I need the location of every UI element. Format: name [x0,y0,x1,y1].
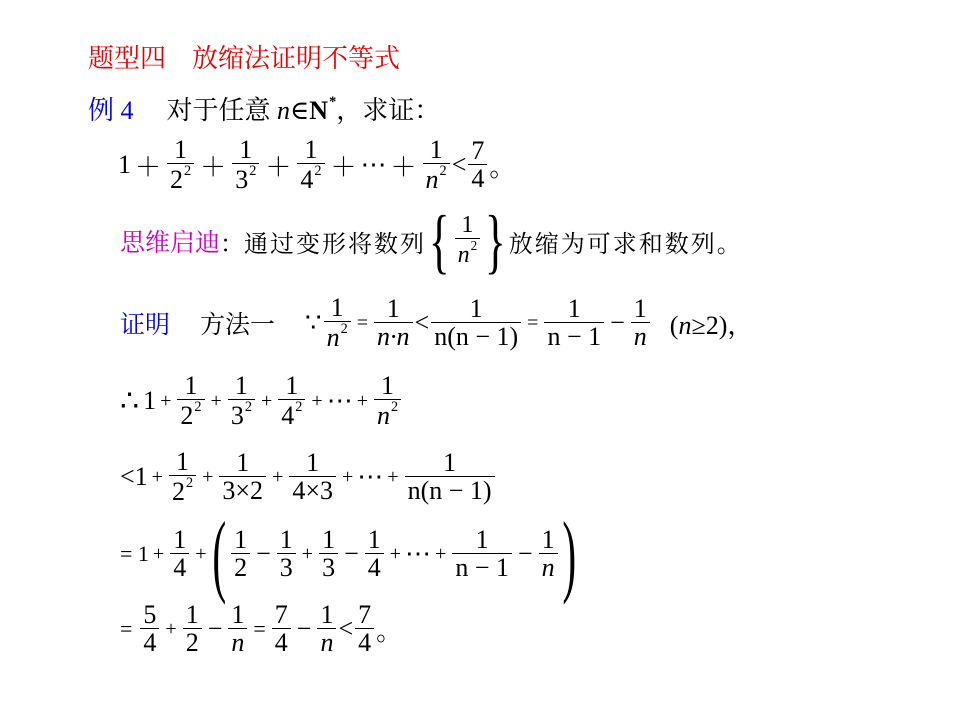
set-N: N [309,96,329,125]
left-brace: { [428,201,450,281]
frac-1-n-d: $\frac{1}{n}$ [317,601,336,658]
hint-label: 思维启迪 [120,229,221,257]
fraction-1-over-4sq: 1 $4^2$ [297,136,324,195]
frac-1-4: $\frac{1}{4}$ [170,526,189,583]
frac-1-2sq: $\frac{1}{2^2}$ [177,372,204,431]
frac-1-2sq-c: $\frac{1}{2^2}$ [169,448,196,507]
inequality-statement [118,132,515,198]
frac-1-n-b: $\frac{1}{n}$ [539,526,558,583]
therefore-symbol: ∴ [120,384,140,418]
plus-sign: ＋ [265,152,292,182]
frac-1-nm1: $\frac{1}{n - 1}$ [544,295,604,352]
hint-text-before: 通过变形将数列 [244,231,427,258]
set-star: * [329,94,337,111]
frac-1-4-b: $\frac{1}{4}$ [365,526,384,583]
example-label: 例 4 [88,96,134,125]
condition: (n≥2)， [669,310,754,340]
fraction-1-over-nsq: 1 $n^2$ [423,136,450,195]
frac-7-4: $\frac{7}{4}$ [272,601,291,658]
fraction-1-over-3sq: 1 $3^2$ [232,136,259,195]
ineq-one: 1 [118,150,131,179]
example-n: n [277,96,291,125]
method-label: 方法一 [200,311,276,339]
frac-1-2: 1 2 [231,526,250,583]
frac-1-n-n1: $\frac{1}{n(n - 1)}$ [431,295,521,352]
frac-1-nm1-b: $\frac{1}{n - 1}$ [452,526,512,583]
frac-1-3-b: $\frac{1}{3}$ [319,526,338,583]
example-line [88,90,440,127]
left-paren: ( [212,503,227,605]
frac-1-nsq-b: $\frac{1}{n^2}$ [374,372,401,431]
hint-fraction: 1 $n^2$ [455,213,481,268]
frac-1-2-b: $\frac{1}{2}$ [183,601,202,658]
plus-sign: ＋ [200,152,227,182]
proof-line-4: = 1 + $\frac{1}{4}$ + ( 1 2 − $\frac{1}{3}$ + $\frac{1}{3}$ − $\frac{1}{4}$ + ⋯ + $\frac{1}{n - 1}$ − $\frac{1}{n}$ ) [120,503,576,605]
proof-line-2: ∴ 1 + $\frac{1}{2^2}$ + $\frac{1}{3^2}$ + $\frac{1}{4^2}$ + ⋯ + $\frac{1}{n^2}$ [120,368,403,434]
right-paren: ) [562,503,576,605]
less-than: < [451,150,467,179]
period: 。 [489,152,516,182]
frac-1-n: $\frac{1}{n}$ [631,295,650,352]
hint-line [120,201,743,281]
frac-1-3: $\frac{1}{3}$ [277,526,296,583]
frac-1-nn: $\frac{1}{n\cdot n}$ [374,295,413,352]
plus-sign: ＋ [135,152,162,182]
frac-1-3x2: $\frac{1}{3\times 2}$ [219,449,266,506]
proof-label: 证明 [120,311,171,339]
frac-7-4-b: 7 4 [355,601,374,658]
plus-sign: ＋ [390,152,417,182]
section-heading: 题型四 放缩法证明不等式 [88,44,401,73]
proof-line-1: 证明 方法一 ∵ $\frac{1}{n^2}$ = $\frac{1}{n\cdot n}$ < $\frac{1}{n(n - 1)}$ = $\frac{1}{n - 1}$ − $\frac{1}{n}$ (n≥2)， [120,292,754,352]
fraction-1-over-2sq: 1 $2^2$ [167,136,194,195]
frac-1-n-c: $\frac{1}{n}$ [228,601,247,658]
example-tail: ，求证： [336,96,441,125]
because-symbol: ∵ [305,308,322,337]
hint-colon: ： [220,231,245,258]
frac-1-4x3: $\frac{1}{4\times 3}$ [289,449,336,506]
element-of-symbol: ∈ [290,96,310,125]
example-prefix: 对于任意 [166,96,278,125]
right-brace: } [485,201,506,281]
frac-1-n-n1-c: $\frac{1}{n(n - 1)}$ [405,449,495,506]
frac-5-4: 5 4 [140,601,159,658]
proof-line-5: = 5 4 + $\frac{1}{2}$ − $\frac{1}{n}$ = $\frac{7}{4}$ − $\frac{1}{n}$ < 7 4 。 [120,599,403,657]
ellipsis: ⋯ [360,150,387,179]
hint-text-after: 放缩为可求和数列。 [508,231,743,258]
frac-1-nsq: $\frac{1}{n^2}$ [324,294,351,353]
fraction-7-over-4: 7 4 [468,137,487,194]
frac-1-4sq: $\frac{1}{4^2}$ [278,372,305,431]
frac-1-3sq: $\frac{1}{3^2}$ [228,372,255,431]
plus-sign: ＋ [330,152,357,182]
proof-line-3: <1 + $\frac{1}{2^2}$ + $\frac{1}{3\times 2}$ + $\frac{1}{4\times 3}$ + ⋯ + $\frac{1}{n(n - 1)}$ [120,444,497,510]
